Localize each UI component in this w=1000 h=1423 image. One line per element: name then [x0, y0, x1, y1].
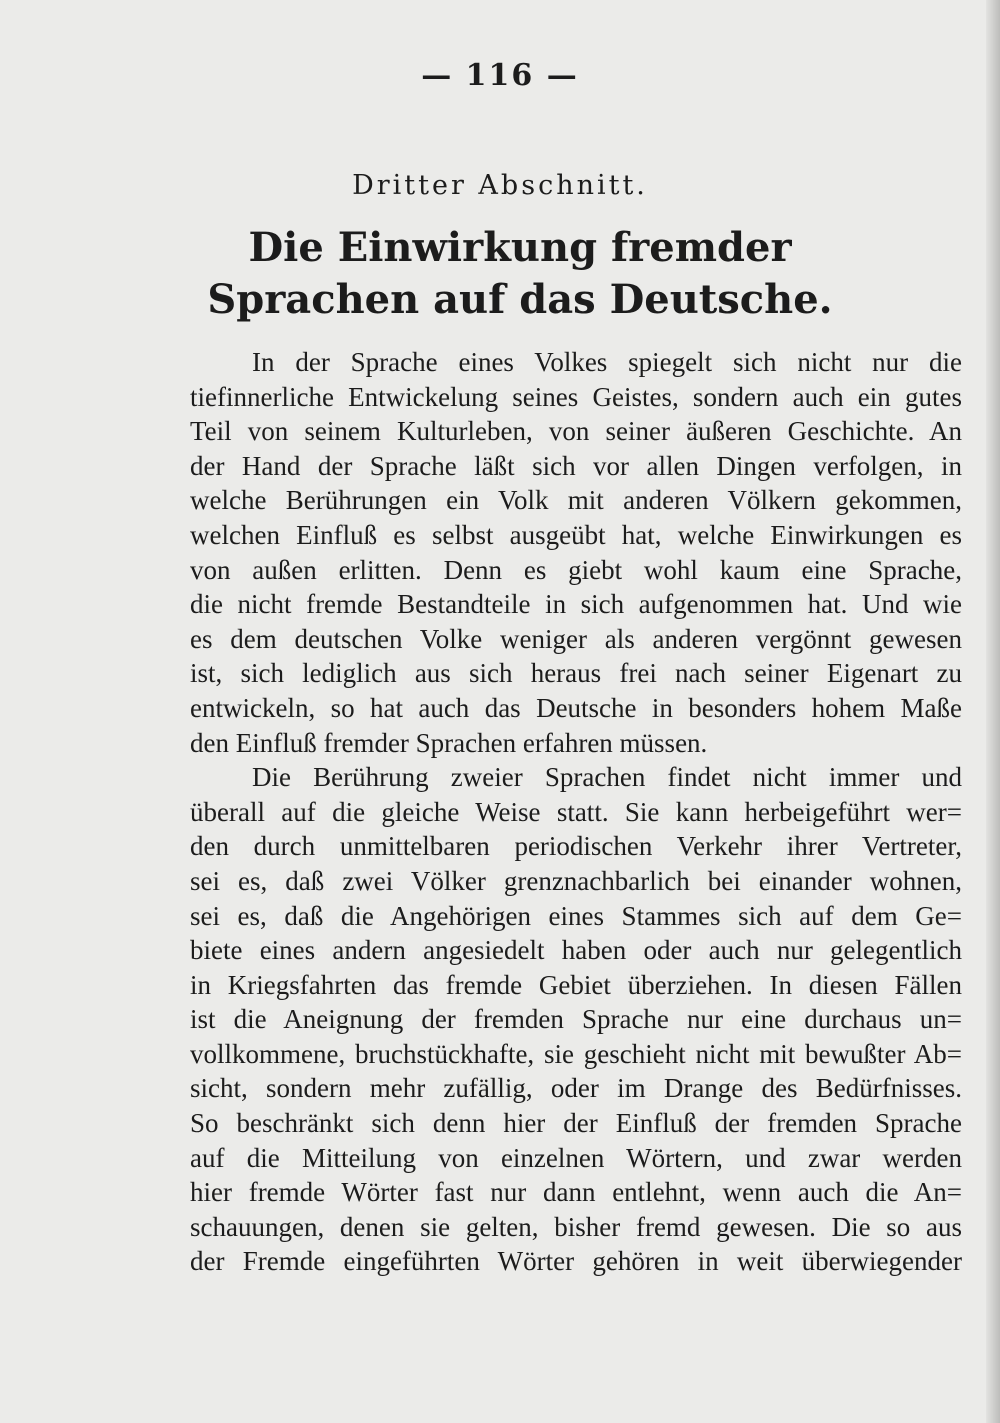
text-line: In der Sprache eines Volkes spiegelt sich nicht nur die — [252, 347, 962, 377]
paragraph-2 — [190, 760, 962, 1279]
text-line: der Hand der Sprache läßt sich vor allen Dingen verfolgen, in — [190, 450, 962, 481]
text-line: der Fremde eingeführten Wörter gehören in weit überwiegender — [190, 1246, 962, 1277]
text-line: welche Berührungen ein Volk mit anderen Völkern gekommen, — [190, 485, 962, 516]
text-line: die nicht fremde Bestandteile in sich aufgenommen hat. Und wie — [190, 589, 962, 620]
text-line: den durch unmittelbaren periodischen Verkehr ihrer Vertreter, — [190, 831, 962, 862]
text-line: sicht, sondern mehr zufällig, oder im Drange des Bedürfnisses. — [190, 1073, 962, 1104]
text-line: Teil von seinem Kulturleben, von seiner äußeren Geschichte. An — [190, 416, 962, 447]
paragraph-1 — [190, 345, 962, 760]
text-line: den Einfluß fremder Sprachen erfahren müssen. — [190, 727, 708, 758]
text-line: welchen Einfluß es selbst ausgeübt hat, welche Einwirkungen es — [190, 519, 962, 550]
text-line: von außen erlitten. Denn es giebt wohl kaum eine Sprache, — [190, 554, 962, 585]
text-line: biete eines andern angesiedelt haben oder auch nur gelegentlich — [190, 935, 962, 966]
text-line: in Kriegsfahrten das fremde Gebiet überziehen. In diesen Fällen — [190, 969, 962, 1000]
text-line: hier fremde Wörter fast nur dann entlehnt, wenn auch die An= — [190, 1177, 962, 1208]
text-line: auf die Mitteilung von einzelnen Wörtern, und zwar werden — [190, 1142, 962, 1173]
body-text — [190, 345, 962, 1279]
section-label: Dritter Abschnitt. — [352, 170, 648, 201]
text-line: es dem deutschen Volke weniger als anderen vergönnt gewesen — [190, 623, 962, 654]
text-line: überall auf die gleiche Weise statt. Sie kann herbeigeführt wer= — [190, 796, 962, 827]
text-line: schauungen, denen sie gelten, bisher fremd gewesen. Die so aus — [190, 1211, 962, 1242]
chapter-title: Die Einwirkung fremder Sprachen auf das Deutsche. — [207, 224, 833, 323]
text-line: So beschränkt sich denn hier der Einfluß der fremden Sprache — [190, 1108, 962, 1139]
text-line: ist die Aneignung der fremden Sprache nur eine durchaus un= — [190, 1004, 962, 1035]
text-line: sei es, daß zwei Völker grenznachbarlich bei einander wohnen, — [190, 865, 962, 896]
text-line: Die Berührung zweier Sprachen findet nicht immer und — [252, 762, 962, 793]
text-line: entwickeln, so hat auch das Deutsche in besonders hohem Maße — [190, 692, 962, 723]
text-line: vollkommene, bruchstückhafte, sie geschieht nicht mit bewußter Ab= — [190, 1038, 962, 1069]
text-line: ist, sich lediglich aus sich heraus frei nach seiner Eigenart zu — [190, 658, 962, 689]
text-line: tiefinnerliche Entwickelung seines Geistes, sondern auch ein gutes — [190, 381, 962, 412]
text-line: sei es, daß die Angehörigen eines Stammes sich auf dem Ge= — [190, 900, 962, 931]
page-number: — 116 — — [421, 58, 579, 93]
page-edge-shadow — [986, 0, 1000, 1423]
